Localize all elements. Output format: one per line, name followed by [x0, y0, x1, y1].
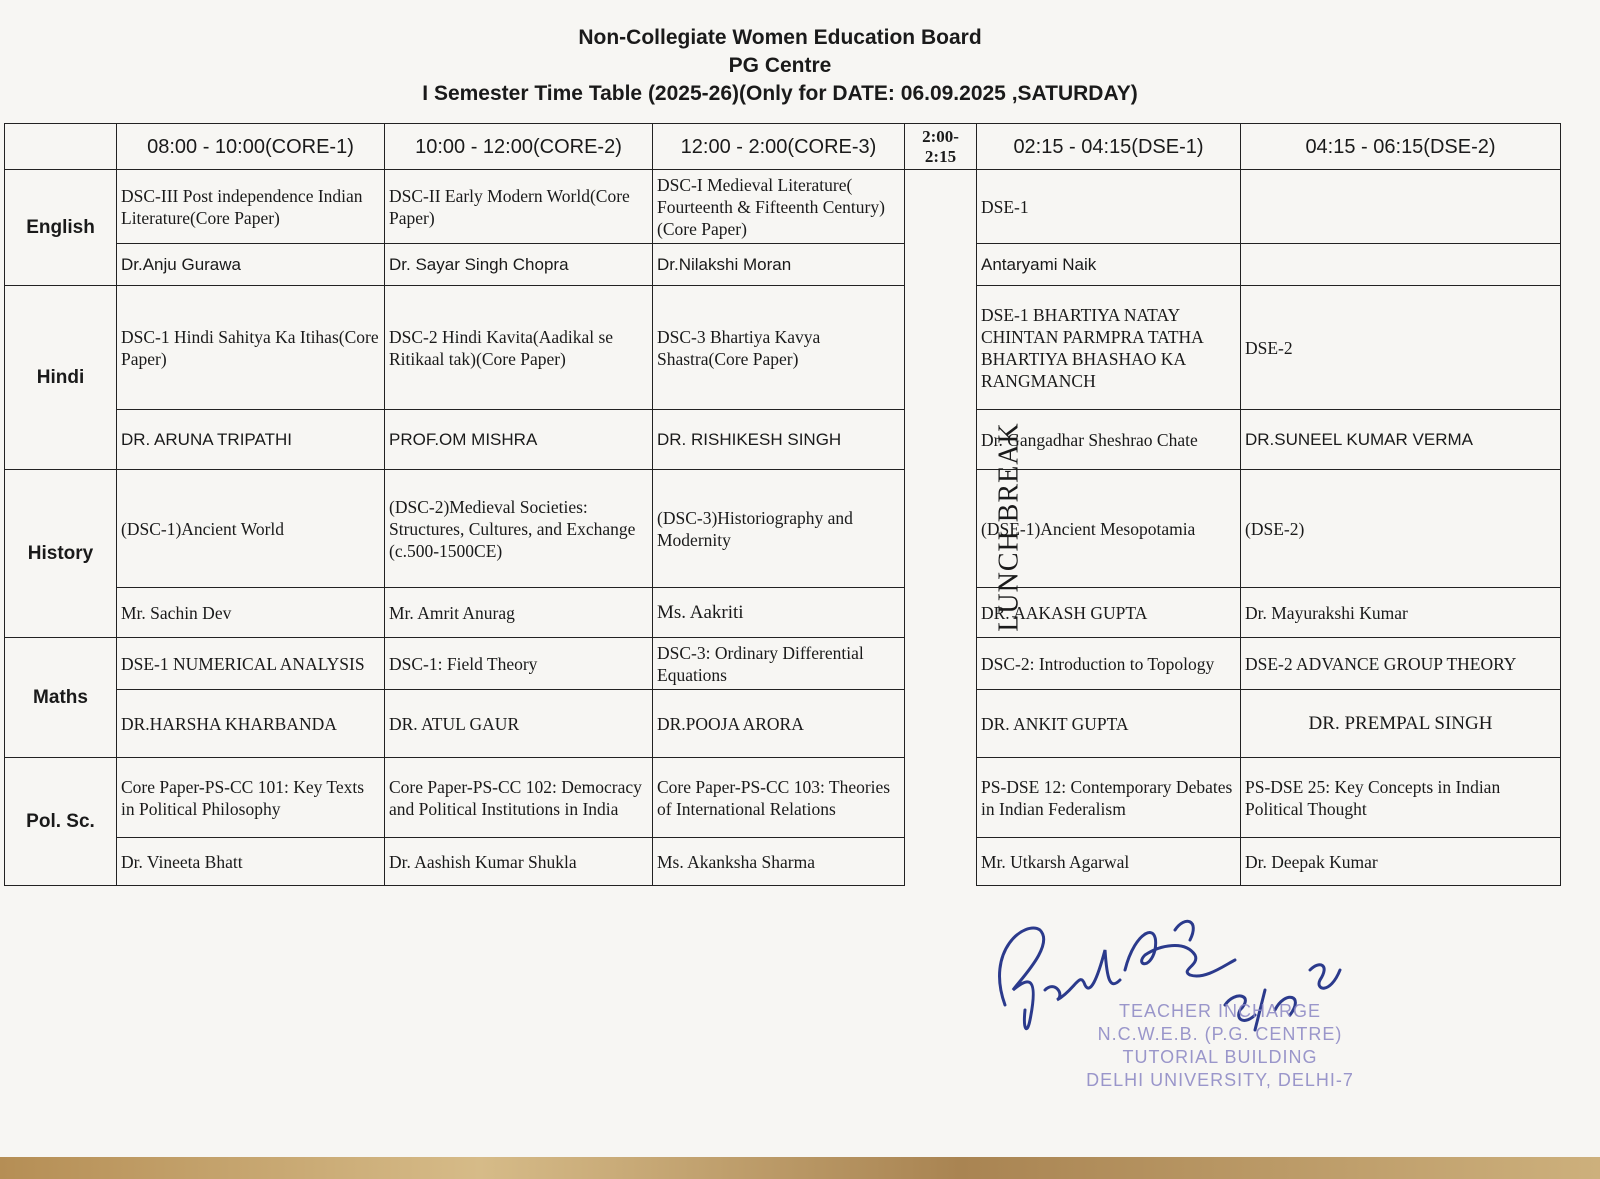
paper-cell: (DSC-1)Ancient World	[117, 470, 385, 588]
table-row	[5, 170, 1561, 244]
table-edge	[0, 1157, 1600, 1179]
teacher-cell: DR. ATUL GAUR	[385, 690, 653, 758]
teacher-cell: Dr. Sayar Singh Chopra	[385, 244, 653, 286]
col-header-dse-2: 04:15 - 06:15(DSE-2)	[1241, 124, 1561, 170]
document-header	[0, 24, 1560, 108]
table-row	[5, 838, 1561, 886]
paper-cell: Core Paper-PS-CC 101: Key Texts in Political Philosophy	[117, 758, 385, 838]
teacher-cell: Ms. Akanksha Sharma	[653, 838, 905, 886]
table-row	[5, 758, 1561, 838]
table-row	[5, 690, 1561, 758]
teacher-cell: Ms. Aakriti	[653, 588, 905, 638]
teacher-cell: Antaryami Naik	[977, 244, 1241, 286]
table-row	[5, 244, 1561, 286]
teacher-cell: Dr. Aashish Kumar Shukla	[385, 838, 653, 886]
subject-english: English	[5, 170, 117, 286]
paper-cell: PS-DSE 12: Contemporary Debates in Indian Federalism	[977, 758, 1241, 838]
col-header-dse-1: 02:15 - 04:15(DSE-1)	[977, 124, 1241, 170]
teacher-incharge-stamp	[1070, 1000, 1370, 1092]
teacher-cell: Dr. Gangadhar Sheshrao Chate	[977, 410, 1241, 470]
paper-cell: DSC-I Medieval Literature( Fourteenth & Fifteenth Century) (Core Paper)	[653, 170, 905, 244]
centre-title: PG Centre	[728, 54, 832, 77]
teacher-cell: Dr. Vineeta Bhatt	[117, 838, 385, 886]
table-row	[5, 410, 1561, 470]
paper-cell: DSC-2 Hindi Kavita(Aadikal se Ritikaal tak)(Core Paper)	[385, 286, 653, 410]
corner-cell	[5, 124, 117, 170]
subject-history: History	[5, 470, 117, 638]
header-row	[5, 124, 1561, 170]
table-row	[5, 638, 1561, 690]
paper-cell: (DSC-3)Historiography and Modernity	[653, 470, 905, 588]
teacher-cell: DR. AAKASH GUPTA	[977, 588, 1241, 638]
paper-cell: DSE-2	[1241, 286, 1561, 410]
teacher-cell: Mr. Amrit Anurag	[385, 588, 653, 638]
teacher-cell: DR. ANKIT GUPTA	[977, 690, 1241, 758]
stamp-line: TEACHER INCHARGE	[1118, 1001, 1322, 1021]
teacher-cell: DR.SUNEEL KUMAR VERMA	[1241, 410, 1561, 470]
paper-cell: (DSE-1)Ancient Mesopotamia	[977, 470, 1241, 588]
col-header-core-1: 08:00 - 10:00(CORE-1)	[117, 124, 385, 170]
col-header-core-3: 12:00 - 2:00(CORE-3)	[653, 124, 905, 170]
table-row	[5, 588, 1561, 638]
subject-hindi: Hindi	[5, 286, 117, 470]
stamp-line: DELHI UNIVERSITY, DELHI-7	[1086, 1070, 1354, 1090]
paper-cell: (DSE-2)	[1241, 470, 1561, 588]
paper-cell: Core Paper-PS-CC 103: Theories of International Relations	[653, 758, 905, 838]
stamp-line: TUTORIAL BUILDING	[1122, 1047, 1318, 1067]
teacher-cell: Dr.Anju Gurawa	[117, 244, 385, 286]
paper-cell: DSE-1 NUMERICAL ANALYSIS	[117, 638, 385, 690]
paper-cell: DSC-1 Hindi Sahitya Ka Itihas(Core Paper)	[117, 286, 385, 410]
paper-cell: DSC-3 Bhartiya Kavya Shastra(Core Paper)	[653, 286, 905, 410]
teacher-cell: DR. PREMPAL SINGH	[1241, 690, 1561, 758]
paper-cell: Core Paper-PS-CC 102: Democracy and Political Institutions in India	[385, 758, 653, 838]
teacher-cell	[1241, 244, 1561, 286]
teacher-cell: DR.POOJA ARORA	[653, 690, 905, 758]
paper-cell: PS-DSE 25: Key Concepts in Indian Political Thought	[1241, 758, 1561, 838]
timetable-title: I Semester Time Table (2025-26)(Only for DATE: 06.09.2025 ,SATURDAY)	[422, 82, 1138, 105]
timetable	[4, 123, 1561, 886]
paper-cell: DSC-III Post independence Indian Literature(Core Paper)	[117, 170, 385, 244]
teacher-cell: PROF.OM MISHRA	[385, 410, 653, 470]
table-row	[5, 286, 1561, 410]
table-row	[5, 470, 1561, 588]
paper-cell: DSC-1: Field Theory	[385, 638, 653, 690]
paper-cell	[1241, 170, 1561, 244]
paper-cell: DSE-1	[977, 170, 1241, 244]
paper-cell: DSE-2 ADVANCE GROUP THEORY	[1241, 638, 1561, 690]
col-header-core-2: 10:00 - 12:00(CORE-2)	[385, 124, 653, 170]
paper-cell: DSE-1 BHARTIYA NATAY CHINTAN PARMPRA TATHA BHARTIYA BHASHAO KA RANGMANCH	[977, 286, 1241, 410]
teacher-cell: DR.HARSHA KHARBANDA	[117, 690, 385, 758]
lunch-break-label: LUNCH BREAK	[993, 422, 1025, 632]
teacher-cell: Mr. Utkarsh Agarwal	[977, 838, 1241, 886]
paper-cell: DSC-II Early Modern World(Core Paper)	[385, 170, 653, 244]
teacher-cell: Dr. Mayurakshi Kumar	[1241, 588, 1561, 638]
paper-cell: DSC-3: Ordinary Differential Equations	[653, 638, 905, 690]
teacher-cell: Mr. Sachin Dev	[117, 588, 385, 638]
col-header-break: 2:00- 2:15	[905, 124, 977, 170]
teacher-cell: DR. RISHIKESH SINGH	[653, 410, 905, 470]
paper-cell: DSC-2: Introduction to Topology	[977, 638, 1241, 690]
stamp-line: N.C.W.E.B. (P.G. CENTRE)	[1097, 1024, 1343, 1044]
paper-cell: (DSC-2)Medieval Societies: Structures, Cultures, and Exchange (c.500-1500CE)	[385, 470, 653, 588]
teacher-cell: Dr. Deepak Kumar	[1241, 838, 1561, 886]
board-title: Non-Collegiate Women Education Board	[578, 26, 982, 49]
teacher-cell: DR. ARUNA TRIPATHI	[117, 410, 385, 470]
subject-pol-sc: Pol. Sc.	[5, 758, 117, 886]
subject-maths: Maths	[5, 638, 117, 758]
teacher-cell: Dr.Nilakshi Moran	[653, 244, 905, 286]
